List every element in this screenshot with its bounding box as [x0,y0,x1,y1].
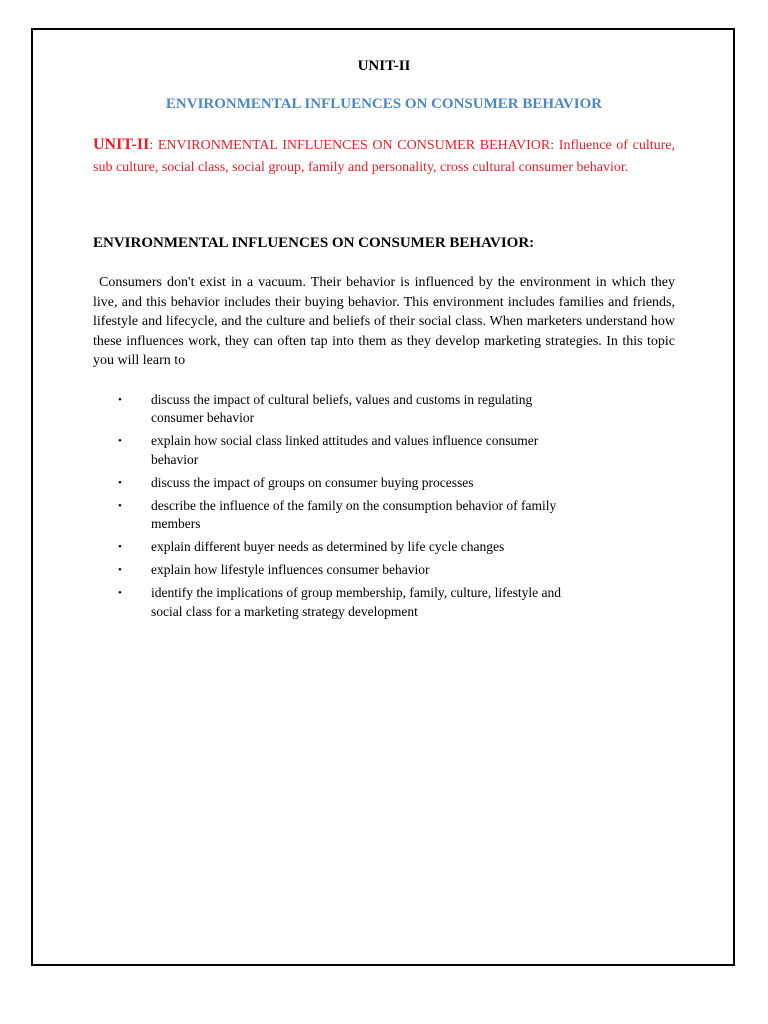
bullet-icon: • [118,476,122,489]
list-item [118,391,588,428]
list-item [118,474,588,492]
list-item [118,432,588,469]
intro-paragraph: Consumers don't exist in a vacuum. Their behavior is influenced by the environment in which they live, and this behavior includes their buying behavior. This environment includes families and friends, lifestyle and lifecycle, and the culture and beliefs of their social class. When marketers understand how these influences work, they can often tap into them as they develop marketing strategies. In this topic you will learn to [93,275,675,369]
section-heading: ENVIRONMENTAL INFLUENCES ON CONSUMER BEHAVIOR: [93,235,535,251]
syllabus-paragraph [93,134,675,179]
unit-title: UNIT-II [357,58,411,74]
list-item-text: explain how lifestyle influences consumer behavior [151,562,430,578]
list-item-text: discuss the impact of groups on consumer buying processes [151,474,474,490]
list-item [118,497,588,534]
unit-subtitle: ENVIRONMENTAL INFLUENCES ON CONSUMER BEHAVIOR [165,96,603,112]
list-item-text: describe the influence of the family on the consumption behavior of family members [151,497,557,532]
bullet-icon: • [118,587,122,600]
bullet-icon: • [118,541,122,554]
bullet-icon: • [118,499,122,512]
syllabus-text: : ENVIRONMENTAL INFLUENCES ON CONSUMER BEHAVIOR: Influence of culture, sub culture, social class, social group, family and personality, cross cultural consumer behavior. [93,138,675,175]
list-item [118,584,588,621]
list-item [118,538,588,556]
list-item-text: explain different buyer needs as determined by life cycle changes [151,539,505,555]
syllabus-lead: UNIT-II [93,136,150,153]
list-item-text: identify the implications of group membership, family, culture, lifestyle and social class for a marketing strategy development [151,585,562,619]
list-item-text: discuss the impact of cultural beliefs, values and customs in regulating consumer behavior [151,392,533,426]
bullet-icon: • [118,394,122,406]
list-item [118,561,588,579]
list-item-text: explain how social class linked attitudes and values influence consumer behavior [151,433,539,467]
bullet-icon: • [118,564,122,577]
bullet-icon: • [118,435,122,448]
objectives-list [118,391,588,626]
